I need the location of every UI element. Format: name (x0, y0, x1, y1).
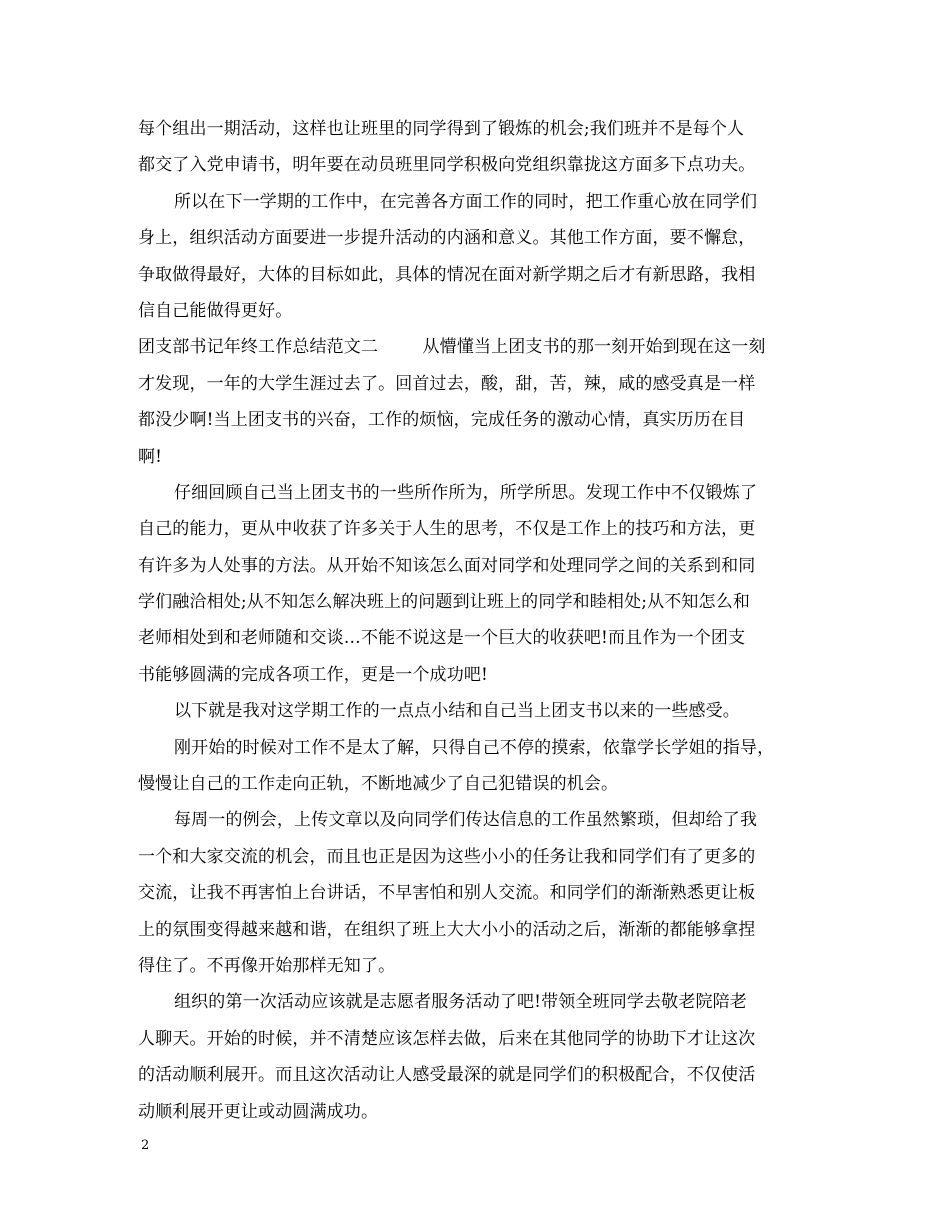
text-line: 身上，组织活动方面要进一步提升活动的内涵和意义。其他工作方面，要不懈怠， (138, 228, 756, 249)
text-line: 人聊天。开始的时候，并不清楚应该怎样去做，后来在其他同学的协助下才让这次 (138, 1028, 756, 1049)
body-text (138, 111, 824, 1130)
text-line: 所以在下一学期的工作中，在完善各方面工作的同时，把工作重心放在同学们 (174, 191, 758, 212)
text-line: 仔细回顾自己当上团支书的一些所作所为，所学所思。发现工作中不仅锻炼了 (174, 482, 758, 503)
text-line: 争取做得最好，大体的目标如此，具体的情况在面对新学期之后才有新思路，我相 (138, 264, 756, 285)
text-line: 的活动顺利展开。而且这次活动让人感受最深的就是同学们的积极配合，不仅使活 (138, 1065, 756, 1086)
text-line: 书能够圆满的完成各项工作，更是一个成功吧! (138, 664, 488, 685)
text-line: 交流，让我不再害怕上台讲话，不早害怕和别人交流。和同学们的渐渐熟悉更让板 (138, 883, 756, 904)
text-line: 每个组出一期活动，这样也让班里的同学得到了锻炼的机会;我们班并不是每个人 (138, 119, 745, 139)
text-line: 啊! (138, 446, 163, 467)
text-line: 一个和大家交流的机会，而且也正是因为这些小小的任务让我和同学们有了更多的 (138, 846, 756, 867)
text-line: 信自己能做得更好。 (138, 300, 293, 321)
text-line: 老师相处到和老师随和交谈…不能不说这是一个巨大的收获吧!而且作为一个团支 (138, 628, 746, 649)
text-line: 动顺利展开更让或动圆满成功。 (138, 1101, 379, 1122)
text-line: 组织的第一次活动应该就是志愿者服务活动了吧!带领全班同学去敬老院陪老 (174, 992, 747, 1013)
text-line: 有许多为人处事的方法。从开始不知该怎么面对同学和处理同学之间的关系到和同 (138, 555, 756, 576)
page-number: 2 (141, 1138, 150, 1153)
text-line: 自己的能力，更从中收获了许多关于人生的思考，不仅是工作上的技巧和方法，更 (138, 519, 756, 540)
text-line: 团支部书记年终工作总结范文二 从懵懂当上团支书的那一刻开始到现在这一刻 (138, 337, 766, 358)
text-line: 都交了入党申请书，明年要在动员班里同学积极向党组织靠拢这方面多下点功夫。 (138, 155, 756, 176)
text-line: 得住了。不再像开始那样无知了。 (138, 955, 396, 976)
text-line: 每周一的例会，上传文章以及向同学们传达信息的工作虽然繁琐，但却给了我 (174, 810, 758, 831)
text-line: 才发现，一年的大学生涯过去了。回首过去，酸，甜，苦，辣，咸的感受真是一样 (138, 373, 756, 394)
text-line: 慢慢让自己的工作走向正轨，不断地减少了自己犯错误的机会。 (138, 774, 619, 795)
text-line: 以下就是我对这学期工作的一点点小结和自己当上团支书以来的一些感受。 (174, 701, 740, 722)
text-line: 学们融洽相处;从不知怎么解决班上的问题到让班上的同学和睦相处;从不知怎么和 (138, 592, 751, 613)
text-line: 刚开始的时候对工作不是太了解，只得自己不停的摸索，依靠学长学姐的指导， (174, 737, 775, 758)
text-line: 都没少啊!当上团支书的兴奋，工作的烦恼，完成任务的激动心情，真实历历在目 (138, 410, 746, 431)
text-line: 上的氛围变得越来越和谐，在组织了班上大大小小的活动之后，渐渐的都能够拿捏 (138, 919, 756, 940)
